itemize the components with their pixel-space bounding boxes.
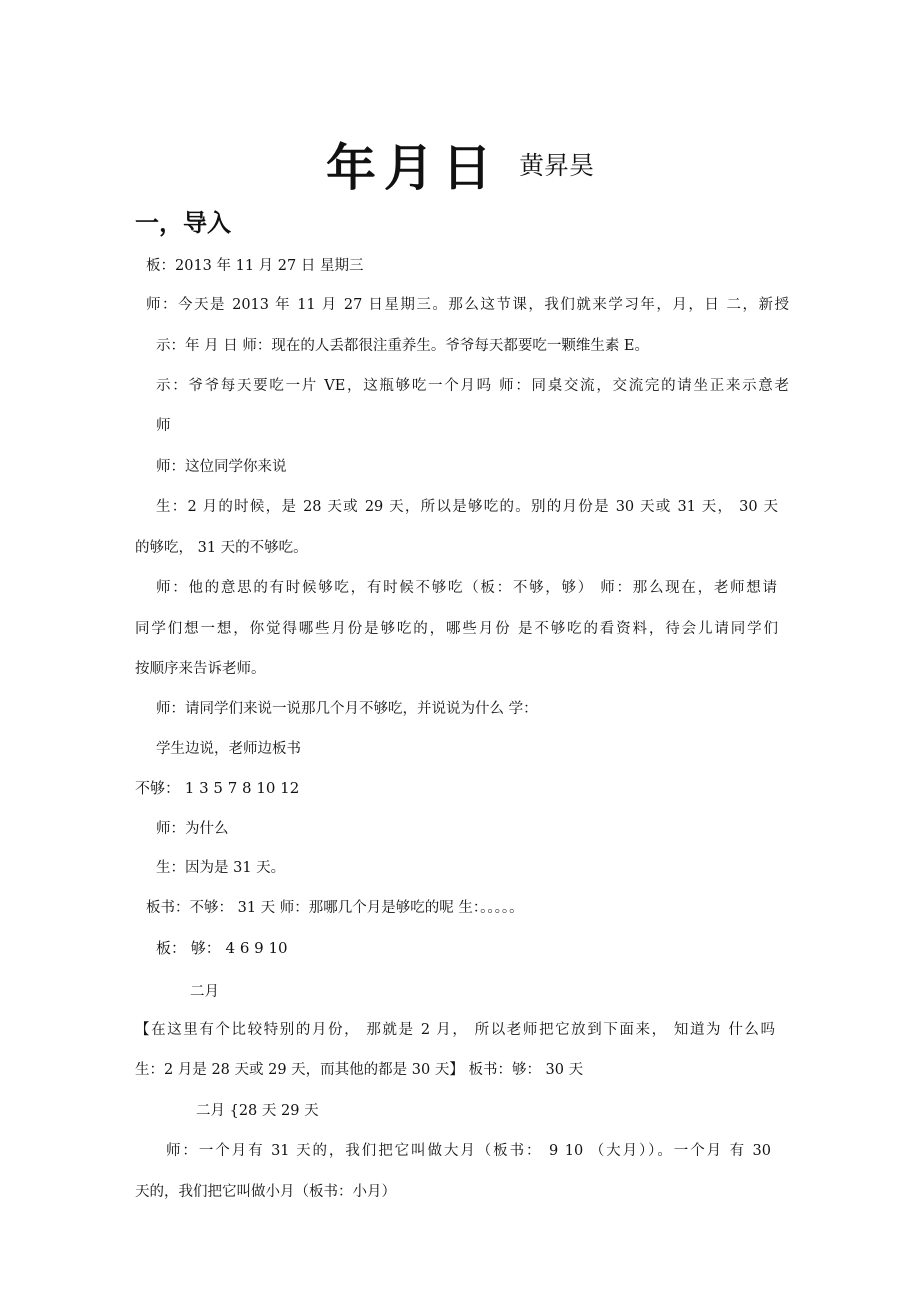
text-line-15: 师：为什么 xyxy=(156,821,229,837)
text-line-11: 按顺序来告诉老师。 xyxy=(135,661,266,677)
text-line-19: 二月 xyxy=(190,984,219,1000)
text-line-16: 生：因为是 31 天。 xyxy=(156,860,286,876)
text-line-13: 学生边说，老师边板书 xyxy=(156,741,301,757)
text-line-6: 师：这位同学你来说 xyxy=(156,459,287,475)
text-line-1: 板：2013 年 11 月 27 日 星期三 xyxy=(146,258,364,274)
text-line-23: 师：一个月有 31 天的，我们把它叫做大月（板书： 9 10 （大月））。一个月 有 30 xyxy=(166,1143,771,1159)
text-line-9: 师：他的意思的有时候够吃，有时候不够吃（板：不够，够） 师：那么现在，老师想请 xyxy=(156,580,777,596)
text-line-5: 师 xyxy=(156,418,171,434)
text-line-14: 不够： 1 3 5 7 8 10 12 xyxy=(135,779,300,797)
text-line-18: 板： 够： 4 6 9 10 xyxy=(156,939,288,957)
text-line-4: 示：爷爷每天要吃一片 VE，这瓶够吃一个月吗 师：同桌交流，交流完的请坐正来示意老 xyxy=(156,378,789,394)
text-line-20: 【在这里有个比较特别的月份， 那就是 2 月， 所以老师把它放到下面来， 知道为 什么吗 xyxy=(135,1022,775,1038)
document-title xyxy=(0,128,920,200)
text-line-7: 生：2 月的时候，是 28 天或 29 天，所以是够吃的。别的月份是 30 天或 31 天， 30 天 xyxy=(156,499,778,515)
text-line-21: 生：2 月是 28 天或 29 天，而其他的都是 30 天】 板书：够： 30 天 xyxy=(135,1062,584,1078)
text-line-10: 同学们想一想，你觉得哪些月份是够吃的，哪些月份 是不够吃的看资料，待会儿请同学们 xyxy=(135,621,778,637)
text-line-2: 师：今天是 2013 年 11 月 27 日星期三。那么这节课，我们就来学习年，月，日 二，新授 xyxy=(146,297,789,313)
lesson-title: 年月日 xyxy=(325,138,500,197)
text-line-22: 二月 {28 天 29 天 xyxy=(196,1103,319,1119)
text-line-12: 师：请同学们来说一说那几个月不够吃，并说说为什么 学： xyxy=(156,701,538,717)
text-line-24: 天的，我们把它叫做小月（板书：小月） xyxy=(135,1184,396,1200)
author-name: 黄昇昊 xyxy=(519,151,595,180)
text-line-17: 板书：不够： 31 天 师：那哪几个月是够吃的呢 生：。。。。。 xyxy=(146,900,524,916)
section-heading-intro: 一，导入 xyxy=(135,209,231,237)
text-line-8: 的够吃， 31 天的不够吃。 xyxy=(135,540,308,556)
text-line-3: 示：年 月 日 师：现在的人丢都很注重养生。爷爷每天都要吃一颗维生素 E。 xyxy=(156,338,650,354)
